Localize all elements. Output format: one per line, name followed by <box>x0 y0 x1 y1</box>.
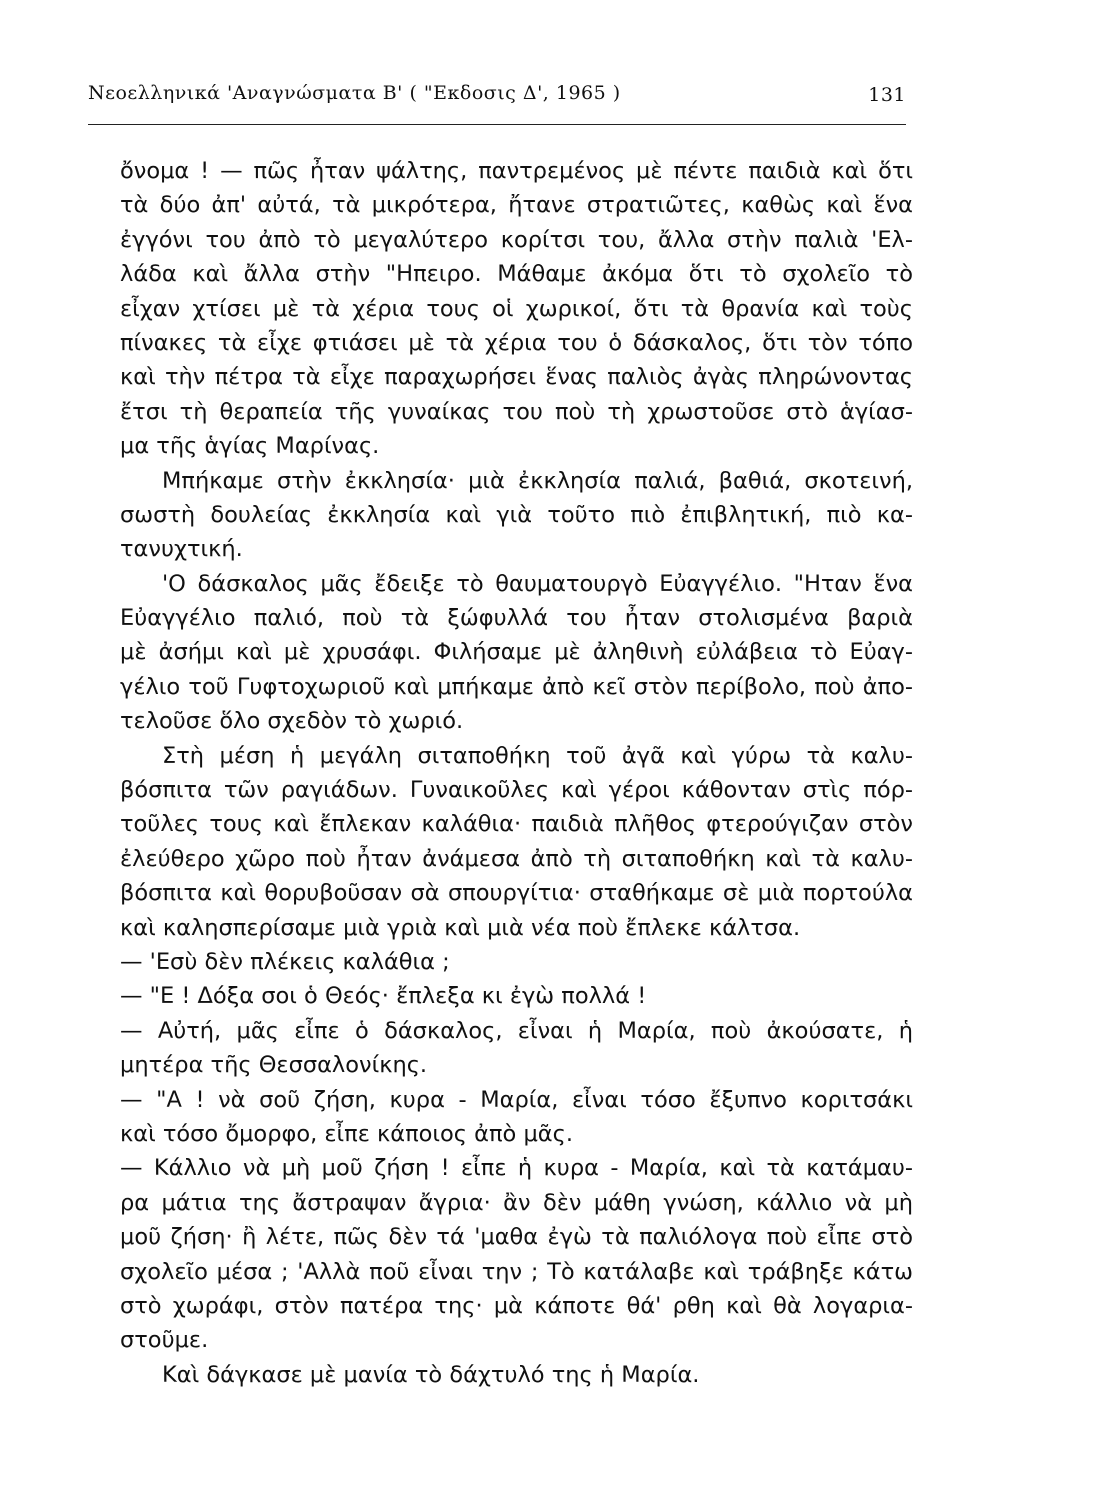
text-line: τανυχτική. <box>120 536 243 563</box>
text-line: Καὶ δάγκασε μὲ μανία τὸ δάχτυλό της ἡ Μαρία. <box>162 1361 700 1388</box>
text-line: γέλιο τοῦ Γυφτοχωριοῦ καὶ μπήκαμε ἀπὸ κεῖ στὸν περίβολο, ποὺ ἀπο- <box>120 673 913 700</box>
text-line: ἐλεύθερο χῶρο ποὺ ἦταν ἀνάμεσα ἀπὸ τὴ σιταποθήκη καὶ τὰ καλυ- <box>120 845 913 872</box>
text-line: Στὴ μέση ἡ μεγάλη σιταποθήκη τοῦ ἀγᾶ καὶ γύρω τὰ καλυ- <box>162 742 913 769</box>
text-line: βόσπιτα καὶ θορυβοῦσαν σὰ σπουργίτια· σταθήκαμε σὲ μιὰ πορτούλα <box>120 880 913 907</box>
dialogue-line: — 'Εσὺ δὲν πλέκεις καλάθια ; <box>120 948 450 975</box>
text-line: μητέρα τῆς Θεσσαλονίκης. <box>120 1052 428 1079</box>
text-line: τοῦλες τους καὶ ἔπλεκαν καλάθια· παιδιὰ πλῆθος φτερούγιζαν στὸν <box>120 811 913 838</box>
text-line: σχολεῖο μέσα ; 'Αλλὰ ποῦ εἶναι την ; Τὸ κατάλαβε καὶ τράβηξε κάτω <box>120 1258 913 1285</box>
text-line: λάδα καὶ ἄλλα στὴν "Ηπειρο. Μάθαμε ἀκόμα ὅτι τὸ σχολεῖο τὸ <box>120 261 913 288</box>
text-line: καὶ τόσο ὄμορφο, εἶπε κάποιος ἀπὸ μᾶς. <box>120 1120 573 1147</box>
running-title: Νεοελληνικά 'Αναγνώσματα Β' ( "Εκδοσις Δ', 1965 ) <box>88 82 621 104</box>
dialogue-line: — "Α ! νὰ σοῦ ζήση, κυρα - Μαρία, εἶναι τόσο ἔξυπνο κοριτσάκι <box>120 1086 913 1113</box>
text-line: καὶ τὴν πέτρα τὰ εἶχε παραχωρήσει ἕνας παλιὸς ἀγὰς πληρώνοντας <box>120 364 913 391</box>
header-rule <box>88 124 906 125</box>
dialogue-line: — Κάλλιο νὰ μὴ μοῦ ζήση ! εἶπε ἡ κυρα - Μαρία, καὶ τὰ κατάμαυ- <box>120 1155 913 1182</box>
text-line: μοῦ ζήση· ἢ λέτε, πῶς δὲν τά 'μαθα ἐγὼ τὰ παλιόλογα ποὺ εἶπε στὸ <box>120 1224 913 1251</box>
text-line: πίνακες τὰ εἶχε φτιάσει μὲ τὰ χέρια του ὁ δάσκαλος, ὅτι τὸν τόπο <box>120 329 913 356</box>
text-line: ὄνομα ! — πῶς ἦταν ψάλτης, παντρεμένος μὲ πέντε παιδιὰ καὶ ὅτι <box>120 158 913 184</box>
text-line: στὸ χωράφι, στὸν πατέρα της· μὰ κάποτε θά' ρθη καὶ θὰ λογαρια- <box>120 1292 913 1319</box>
text-line: ἐγγόνι του ἀπὸ τὸ μεγαλύτερο κορίτσι του, ἄλλα στὴν παλιὰ 'Ελ- <box>120 226 913 253</box>
text-line: βόσπιτα τῶν ραγιάδων. Γυναικοῦλες καὶ γέροι κάθονταν στὶς πόρ- <box>120 777 913 804</box>
text-line: ἔτσι τὴ θεραπεία τῆς γυναίκας του ποὺ τὴ χρωστοῦσε στὸ ἁγίασ- <box>120 398 913 425</box>
text-line: μα τῆς ἁγίας Μαρίνας. <box>120 433 380 460</box>
text-line: ρα μάτια της ἄστραψαν ἄγρια· ἂν δὲν μάθη γνώση, κάλλιο νὰ μὴ <box>120 1189 913 1216</box>
text-line: Μπήκαμε στὴν ἐκκλησία· μιὰ ἐκκλησία παλιά, βαθιά, σκοτεινή, <box>162 467 913 494</box>
text-line: τελοῦσε ὅλο σχεδὸν τὸ χωριό. <box>120 708 464 735</box>
dialogue-line: — "Ε ! Δόξα σοι ὁ Θεός· ἔπλεξα κι ἐγὼ πολλά ! <box>120 983 647 1010</box>
text-line: μὲ ἀσήμι καὶ μὲ χρυσάφι. Φιλήσαμε μὲ ἀληθινὴ εὐλάβεια τὸ Εὐαγ- <box>120 639 913 666</box>
text-line: 'Ο δάσκαλος μᾶς ἔδειξε τὸ θαυματουργὸ Εὐαγγέλιο. "Ηταν ἕνα <box>162 570 913 597</box>
text-line: σωστὴ δουλείας ἐκκλησία καὶ γιὰ τοῦτο πιὸ ἐπιβλητική, πιὸ κα- <box>120 501 913 528</box>
text-line: τὰ δύο ἀπ' αὐτά, τὰ μικρότερα, ἤτανε στρατιῶτες, καθὼς καὶ ἕνα <box>120 192 913 219</box>
text-line: στοῦμε. <box>120 1327 209 1354</box>
text-line: εἶχαν χτίσει μὲ τὰ χέρια τους οἱ χωρικοί, ὅτι τὰ θρανία καὶ τοὺς <box>120 295 913 322</box>
body-text <box>120 154 913 1392</box>
page-number: 131 <box>868 84 906 106</box>
text-line: Εὐαγγέλιο παλιό, ποὺ τὰ ξώφυλλά του ἦταν στολισμένα βαριὰ <box>120 605 913 632</box>
text-line: καὶ καλησπερίσαμε μιὰ γριὰ καὶ μιὰ νέα ποὺ ἔπλεκε κάλτσα. <box>120 914 801 941</box>
running-header <box>88 82 906 112</box>
dialogue-line: — Αὐτή, μᾶς εἶπε ὁ δάσκαλος, εἶναι ἡ Μαρία, ποὺ ἀκούσατε, ἡ <box>120 1017 913 1044</box>
